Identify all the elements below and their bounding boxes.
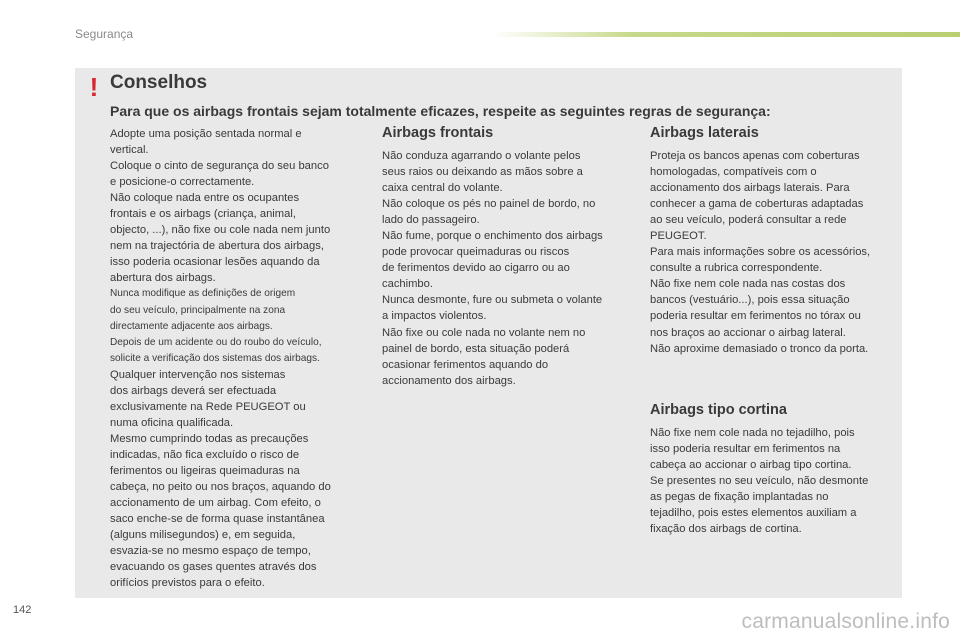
text-line: poderia resultar em ferimentos no tórax ou xyxy=(650,310,861,323)
text-line: lado do passageiro. xyxy=(382,214,480,227)
text-line: homologadas, compatíveis com o xyxy=(650,166,817,179)
text-line: cachimbo. xyxy=(382,278,433,291)
text-line: directamente adjacente aos airbags. xyxy=(110,320,273,332)
text-line: Não fume, porque o enchimento dos airbags xyxy=(382,230,603,243)
cortina-text xyxy=(650,425,900,537)
text-line: Não conduza agarrando o volante pelos xyxy=(382,150,581,162)
left-column xyxy=(110,126,360,591)
text-line: de ferimentos devido ao cigarro ou ao xyxy=(382,262,570,275)
text-line: accionamento de um airbag. Com efeito, o xyxy=(110,497,321,510)
text-line: saco enche-se de forma quase instantânea xyxy=(110,513,325,526)
section-label: Segurança xyxy=(75,27,134,41)
frontais-text xyxy=(382,148,632,389)
exclamation-icon: ! xyxy=(89,72,99,102)
heading-airbags-frontais: Airbags frontais xyxy=(382,125,494,141)
text-line: Não fixe nem cole nada nas costas dos xyxy=(650,278,846,291)
text-line: pode provocar queimaduras ou riscos xyxy=(382,246,570,259)
text-line: numa oficina qualificada. xyxy=(110,416,234,429)
text-line: solicite a verificação dos sistemas dos airbags. xyxy=(110,352,320,364)
text-line: esvazia-se no mesmo espaço de tempo, xyxy=(110,545,311,558)
panel-title: Conselhos xyxy=(110,72,208,93)
text-line: cabeça ao accionar o airbag tipo cortina. xyxy=(650,459,852,472)
text-line: ao seu veículo, poderá consultar a rede xyxy=(650,214,847,227)
panel-subtitle: Para que os airbags frontais sejam totalmente eficazes, respeite as seguintes regras de segurança: xyxy=(110,103,771,119)
text-line: orifícios previstos para o efeito. xyxy=(110,577,265,590)
heading-airbags-cortina: Airbags tipo cortina xyxy=(650,402,787,418)
text-line: Não aproxime demasiado o tronco da porta. xyxy=(650,342,869,355)
text-line: a impactos violentos. xyxy=(382,310,487,323)
text-line: as pegas de fixação implantadas no xyxy=(650,491,829,504)
text-line: Nunca desmonte, fure ou submeta o volante xyxy=(382,294,603,307)
text-line: abertura dos airbags. xyxy=(110,272,216,285)
page-number: 142 xyxy=(13,604,32,616)
text-line: conhecer a gama de coberturas adaptadas xyxy=(650,198,864,211)
text-line: accionamento dos airbags laterais. Para xyxy=(650,182,850,195)
text-line: isso poderia resultar em ferimentos na xyxy=(650,443,841,456)
text-line: Mesmo cumprindo todas as precauções xyxy=(110,432,309,445)
text-line: vertical. xyxy=(110,144,149,157)
text-line: Nunca modifique as definições de origem xyxy=(110,288,296,300)
text-line: nem na trajectória de abertura dos airbags, xyxy=(110,240,324,253)
text-line: indicadas, não fica excluído o risco de xyxy=(110,448,300,461)
text-line: objecto, ...), não fixe ou cole nada nem junto xyxy=(110,224,331,237)
text-line: (alguns milisegundos) e, em seguida, xyxy=(110,529,296,542)
text-line: e posicione-o correctamente. xyxy=(110,176,255,189)
text-line: Não fixe nem cole nada no tejadilho, pois xyxy=(650,427,855,439)
text-line: exclusivamente na Rede PEUGEOT ou xyxy=(110,400,306,413)
text-line: frontais e os airbags (criança, animal, xyxy=(110,208,296,221)
text-line: accionamento dos airbags. xyxy=(382,374,516,387)
text-line: Adopte uma posição sentada normal e xyxy=(110,128,302,140)
laterais-text xyxy=(650,148,900,357)
text-line: Coloque o cinto de segurança do seu banco xyxy=(110,160,329,173)
text-line: nos braços ao accionar o airbag lateral. xyxy=(650,326,846,339)
text-line: do seu veículo, principalmente na zona xyxy=(110,304,286,316)
accent-bar xyxy=(492,32,960,37)
text-line: ocasionar ferimentos aquando do xyxy=(382,358,549,371)
text-line: caixa central do volante. xyxy=(382,182,503,195)
text-line: fixação dos airbags de cortina. xyxy=(650,523,802,536)
text-line: Não fixe ou cole nada no volante nem no xyxy=(382,326,586,339)
text-line: tejadilho, pois estes elementos auxiliam a xyxy=(650,507,857,520)
text-line: Não coloque nada entre os ocupantes xyxy=(110,192,300,205)
text-line: Se presentes no seu veículo, não desmonte xyxy=(650,475,869,488)
heading-airbags-laterais: Airbags laterais xyxy=(650,125,759,141)
text-line: Qualquer intervenção nos sistemas xyxy=(110,368,286,381)
watermark: carmanualsonline.info xyxy=(741,610,950,633)
text-line: dos airbags deverá ser efectuada xyxy=(110,384,277,397)
text-line: ferimentos ou ligeiras queimaduras na xyxy=(110,464,300,477)
text-line: cabeça, no peito ou nos braços, aquando do xyxy=(110,481,331,494)
text-line: consulte a rubrica correspondente. xyxy=(650,262,823,275)
text-line: evacuando os gases quentes através dos xyxy=(110,561,317,574)
text-line: Não coloque os pés no painel de bordo, no xyxy=(382,198,596,211)
text-line: Proteja os bancos apenas com coberturas xyxy=(650,150,860,162)
text-line: isso poderia ocasionar lesões aquando da xyxy=(110,256,320,269)
text-line: Depois de um acidente ou do roubo do veículo, xyxy=(110,336,322,348)
text-line: seus raios ou deixando as mãos sobre a xyxy=(382,166,583,179)
text-line: PEUGEOT. xyxy=(650,230,707,243)
text-line: bancos (vestuário...), pois essa situação xyxy=(650,294,850,307)
text-line: Para mais informações sobre os acessórios, xyxy=(650,246,871,259)
text-line: painel de bordo, esta situação poderá xyxy=(382,342,570,355)
